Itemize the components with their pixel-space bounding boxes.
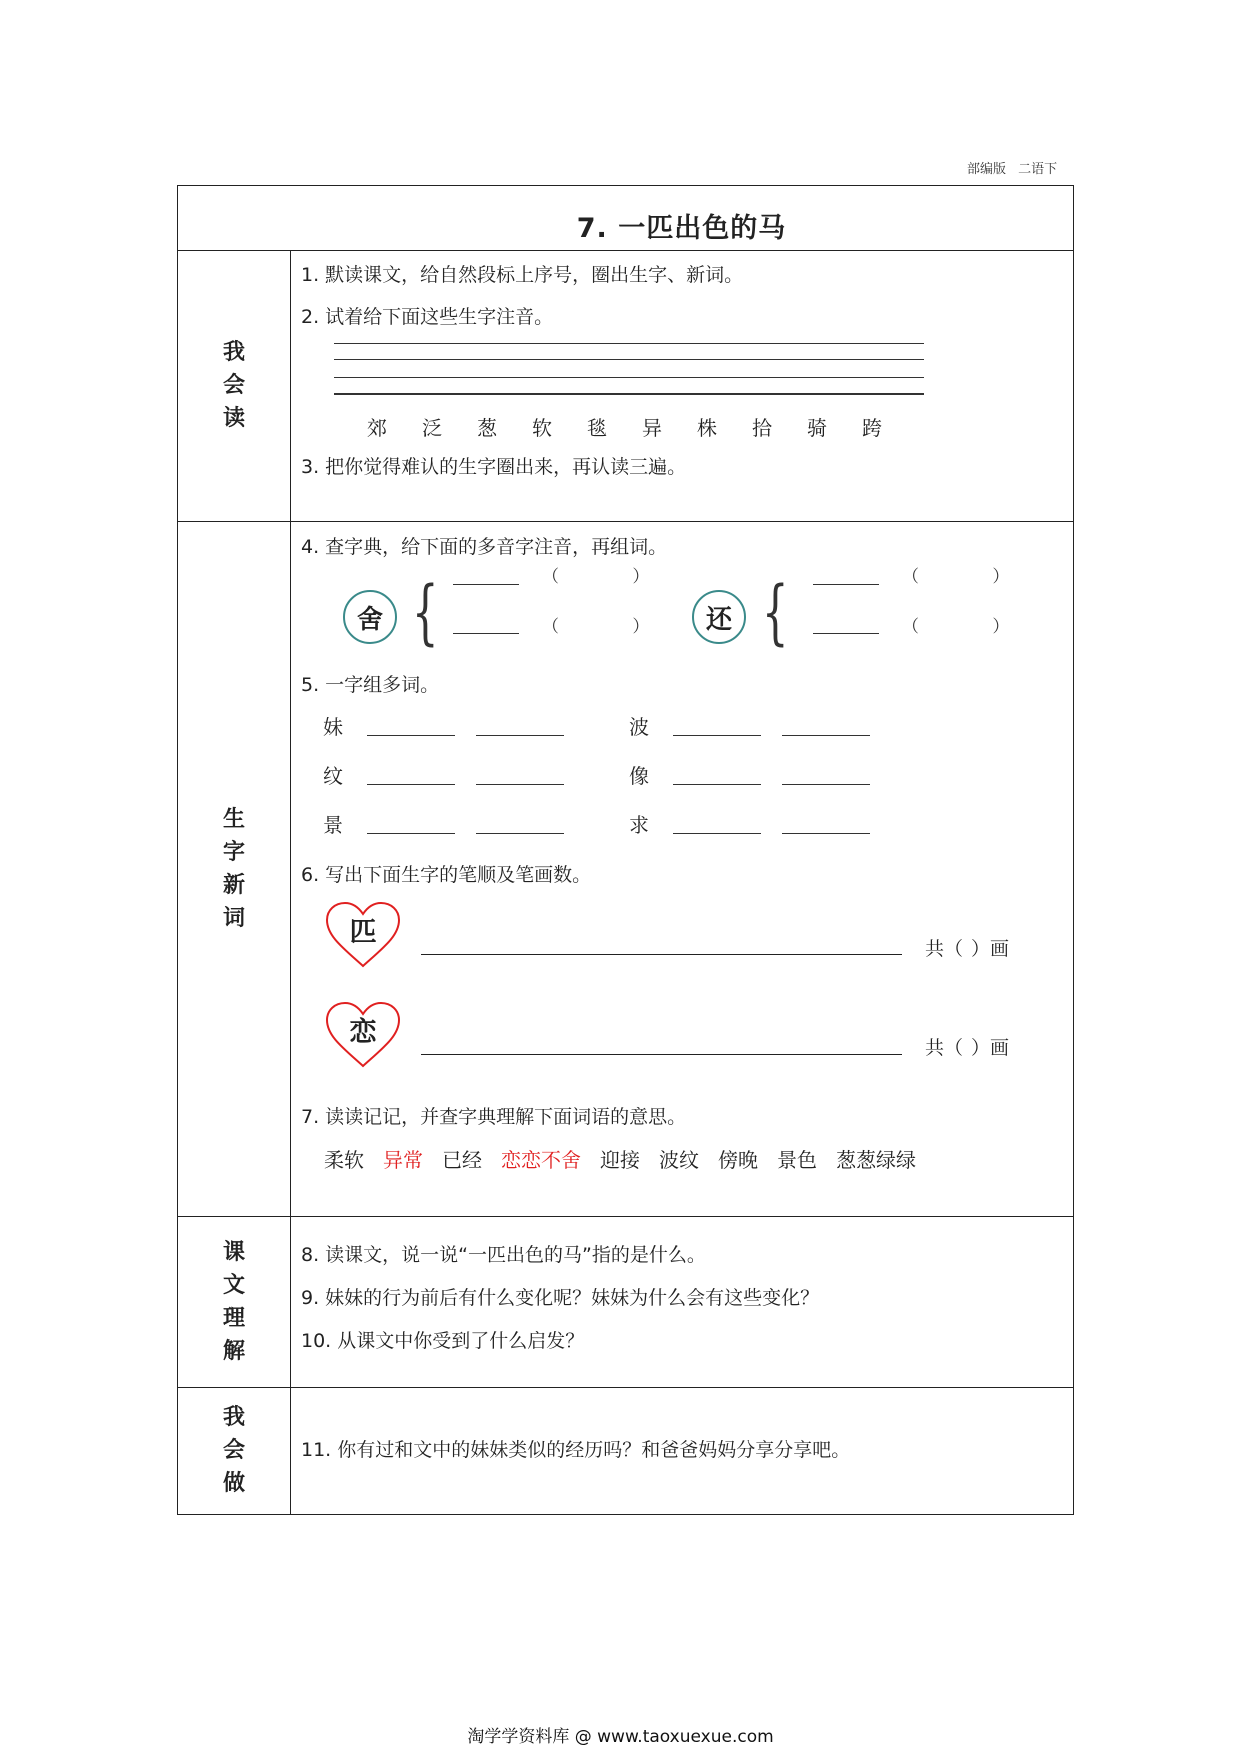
char: 泛 (422, 416, 442, 440)
vocab-word: 景色 (777, 1148, 817, 1172)
question-8: 8. 读课文，说一说“一匹出色的马”指的是什么。 (301, 1244, 706, 1266)
question-11: 11. 你有过和文中的妹妹类似的经历吗？和爸爸妈妈分享分享吧。 (301, 1439, 851, 1461)
word-blank[interactable] (367, 784, 455, 785)
word-char: 波 (629, 715, 649, 739)
section-read: 我 会 读 (222, 340, 245, 431)
word-blank[interactable] (476, 833, 564, 834)
edition-label: 部编版 (967, 162, 1007, 177)
vocab-word: 葱葱绿绿 (836, 1148, 916, 1172)
vocab-word: 迎接 (600, 1148, 640, 1172)
vocab-word: 已经 (442, 1148, 482, 1172)
stroke-order-line[interactable] (421, 1054, 902, 1055)
row-divider (178, 1216, 1073, 1217)
word-blank[interactable] (673, 735, 761, 736)
word-blank[interactable] (673, 784, 761, 785)
polyphone-circle-she: 舍 (343, 590, 397, 644)
question-4: 4. 查字典，给下面的多音字注音，再组词。 (301, 536, 668, 558)
stroke-count[interactable]: 共（ ）画 (925, 1037, 1010, 1059)
brace-icon: { (411, 571, 439, 653)
question-10: 10. 从课文中你受到了什么启发？ (301, 1330, 585, 1352)
question-3: 3. 把你觉得难认的生字圈出来，再认读三遍。 (301, 456, 687, 478)
question-5: 5. 一字组多词。 (301, 674, 440, 696)
pinyin-paren[interactable]: （ ） (542, 617, 650, 637)
vocab-word: 傍晚 (718, 1148, 758, 1172)
answer-blank[interactable] (453, 633, 519, 634)
question-1: 1. 默读课文，给自然段标上序号，圈出生字、新词。 (301, 264, 744, 286)
polyphone-circle-huan: 还 (692, 590, 746, 644)
answer-blank[interactable] (453, 584, 519, 585)
stroke-order-line[interactable] (421, 954, 902, 955)
char: 毯 (587, 416, 607, 440)
vocab-list (324, 1144, 935, 1173)
grade-label: 二语下 (1018, 162, 1058, 177)
question-6: 6. 写出下面生字的笔顺及笔画数。 (301, 864, 592, 886)
row-divider (178, 521, 1073, 522)
word-blank[interactable] (367, 735, 455, 736)
word-char: 求 (629, 813, 649, 837)
section-do: 我 会 做 (222, 1405, 245, 1496)
word-char: 景 (323, 813, 343, 837)
stroke-count[interactable]: 共（ ）画 (925, 938, 1010, 960)
word-char: 妹 (323, 715, 343, 739)
pinyin-lines[interactable] (334, 343, 924, 397)
section-understand: 课 文 理 解 (222, 1239, 245, 1364)
char: 郊 (367, 416, 387, 440)
word-blank[interactable] (782, 784, 870, 785)
heart-icon (323, 1000, 403, 1070)
char: 软 (532, 416, 552, 440)
word-blank[interactable] (476, 784, 564, 785)
word-char: 纹 (323, 764, 343, 788)
answer-blank[interactable] (813, 633, 879, 634)
heart-icon (323, 900, 403, 970)
stroke-char: 匹 (349, 917, 377, 948)
edition-header (967, 158, 1057, 177)
word-blank[interactable] (476, 735, 564, 736)
word-blank[interactable] (782, 735, 870, 736)
brace-icon: { (761, 571, 789, 653)
pinyin-paren[interactable]: （ ） (902, 617, 1010, 637)
question-9: 9. 妹妹的行为前后有什么变化呢？妹妹为什么会有这些变化？ (301, 1287, 820, 1309)
char: 跨 (862, 416, 882, 440)
vocab-word: 柔软 (324, 1148, 364, 1172)
word-blank[interactable] (673, 833, 761, 834)
column-divider (290, 250, 291, 1514)
footer-source: 淘学学资料库 @ www.taoxuexue.com (467, 1727, 774, 1747)
row-divider (178, 250, 1073, 251)
pinyin-paren[interactable]: （ ） (542, 567, 650, 587)
answer-blank[interactable] (813, 584, 879, 585)
new-characters (367, 412, 917, 441)
word-char: 像 (629, 764, 649, 788)
pinyin-paren[interactable]: （ ） (902, 567, 1010, 587)
char: 骑 (807, 416, 827, 440)
char: 葱 (477, 416, 497, 440)
question-2: 2. 试着给下面这些生字注音。 (301, 306, 554, 328)
section-words: 生 字 新 词 (222, 806, 245, 931)
row-divider (178, 1387, 1073, 1388)
vocab-word: 恋恋不舍 (501, 1148, 581, 1172)
vocab-word: 异常 (383, 1148, 423, 1172)
vocab-word: 波纹 (659, 1148, 699, 1172)
question-7: 7. 读读记记，并查字典理解下面词语的意思。 (301, 1106, 687, 1128)
char: 异 (642, 416, 662, 440)
char: 拾 (752, 416, 772, 440)
lesson-title: 7. 一匹出色的马 (576, 213, 787, 244)
word-blank[interactable] (782, 833, 870, 834)
char: 株 (697, 416, 717, 440)
word-blank[interactable] (367, 833, 455, 834)
stroke-char: 恋 (349, 1017, 377, 1048)
